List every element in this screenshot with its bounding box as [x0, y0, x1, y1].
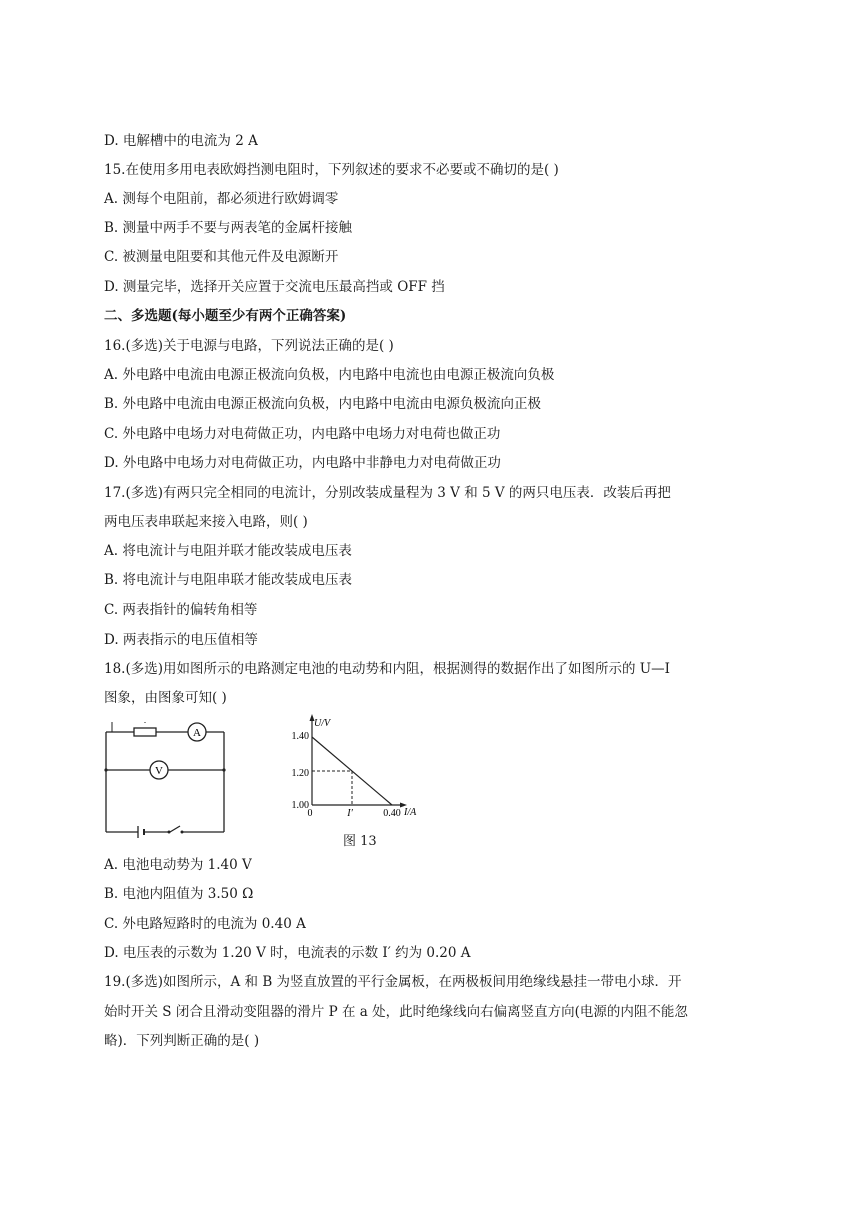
q18-option-a: A. 电池电动势为 1.40 V	[104, 857, 252, 873]
voltmeter-label: V	[155, 765, 163, 777]
ammeter-label: A	[193, 727, 201, 739]
y-tick-label-3: 1.00	[291, 800, 309, 811]
q15-option-d: D. 测量完毕，选择开关应置于交流电压最高挡或 OFF 挡	[104, 279, 445, 295]
switch-contact-right	[181, 831, 184, 834]
u-i-graph	[280, 712, 430, 824]
q17-option-a: A. 将电流计与电阻并联才能改装成电压表	[104, 543, 352, 559]
y-tick-label-1: 1.40	[291, 731, 309, 742]
q16-option-a: A. 外电路中电流由电源正极流向负极，内电路中电流也由电源正极流向负极	[104, 367, 555, 383]
question-15: 15.在使用多用电表欧姆挡测电阻时，下列叙述的要求不必要或不确切的是( )	[104, 162, 559, 178]
question-18-line1: 18.(多选)用如图所示的电路测定电池的电动势和内阻，根据测得的数据作出了如图所示的 U—I	[104, 661, 671, 677]
question-19-line1: 19.(多选)如图所示，A 和 B 为竖直放置的平行金属板，在两极板间用绝缘线悬挂一带电小球．开	[104, 974, 682, 990]
q17-option-c: C. 两表指针的偏转角相等	[104, 602, 258, 618]
q18-option-b: B. 电池内阻值为 3.50 Ω	[104, 886, 254, 902]
q16-option-b: B. 外电路中电流由电源正极流向负极，内电路中电流由电源负极流向正极	[104, 396, 542, 412]
q17-option-b: B. 将电流计与电阻串联才能改装成电压表	[104, 572, 353, 588]
question-17-line1: 17.(多选)有两只完全相同的电流计，分别改装成量程为 3 V 和 5 V 的两只电压表．改装后再把	[104, 485, 671, 501]
q18-option-c: C. 外电路短路时的电流为 0.40 A	[104, 916, 306, 932]
q17-option-d: D. 两表指示的电压值相等	[104, 632, 258, 648]
q16-option-d: D. 外电路中电场力对电荷做正功，内电路中非静电力对电荷做正功	[104, 455, 501, 471]
junction-dot-left	[104, 768, 107, 771]
x-tick-label-3: 0.40	[383, 808, 401, 819]
q16-option-c: C. 外电路中电场力对电荷做正功，内电路中电场力对电荷也做正功	[104, 426, 501, 442]
q15-option-a: A. 测每个电阻前，都必须进行欧姆调零	[104, 191, 339, 207]
section-heading-multi: 二、多选题(每小题至少有两个正确答案)	[104, 308, 347, 324]
x-axis-label: I/A	[404, 807, 417, 818]
y-axis-label: U/V	[314, 718, 331, 729]
question-19-line3: 略)．下列判断正确的是( )	[104, 1033, 260, 1049]
q15-option-c: C. 被测量电阻要和其他元件及电源断开	[104, 249, 339, 265]
question-16: 16.(多选)关于电源与电路，下列说法正确的是( )	[104, 338, 394, 354]
option-d-prev: D. 电解槽中的电流为 2 A	[104, 133, 258, 149]
q18-option-d: D. 电压表的示数为 1.20 V 时，电流表的示数 I′ 约为 0.20 A	[104, 945, 471, 961]
y-tick-label-2: 1.20	[291, 768, 309, 779]
q15-option-b: B. 测量中两手不要与两表笔的金属杆接触	[104, 220, 353, 236]
switch-contact-left	[168, 831, 171, 834]
x-tick-label-2: I′	[347, 808, 353, 819]
x-tick-label-1: 0	[307, 808, 313, 819]
question-19-line2: 始时开关 S 闭合且滑动变阻器的滑片 P 在 a 处，此时绝缘线向右偏离竖直方向(电源的内阻不能忽	[104, 1004, 688, 1020]
figure-caption: 图 13	[343, 834, 377, 849]
circuit-diagram	[100, 722, 230, 842]
junction-dot-right	[222, 768, 225, 771]
question-17-line2: 两电压表串联起来接入电路，则( )	[104, 514, 308, 530]
question-18-line2: 图象，由图象可知( )	[104, 690, 227, 706]
